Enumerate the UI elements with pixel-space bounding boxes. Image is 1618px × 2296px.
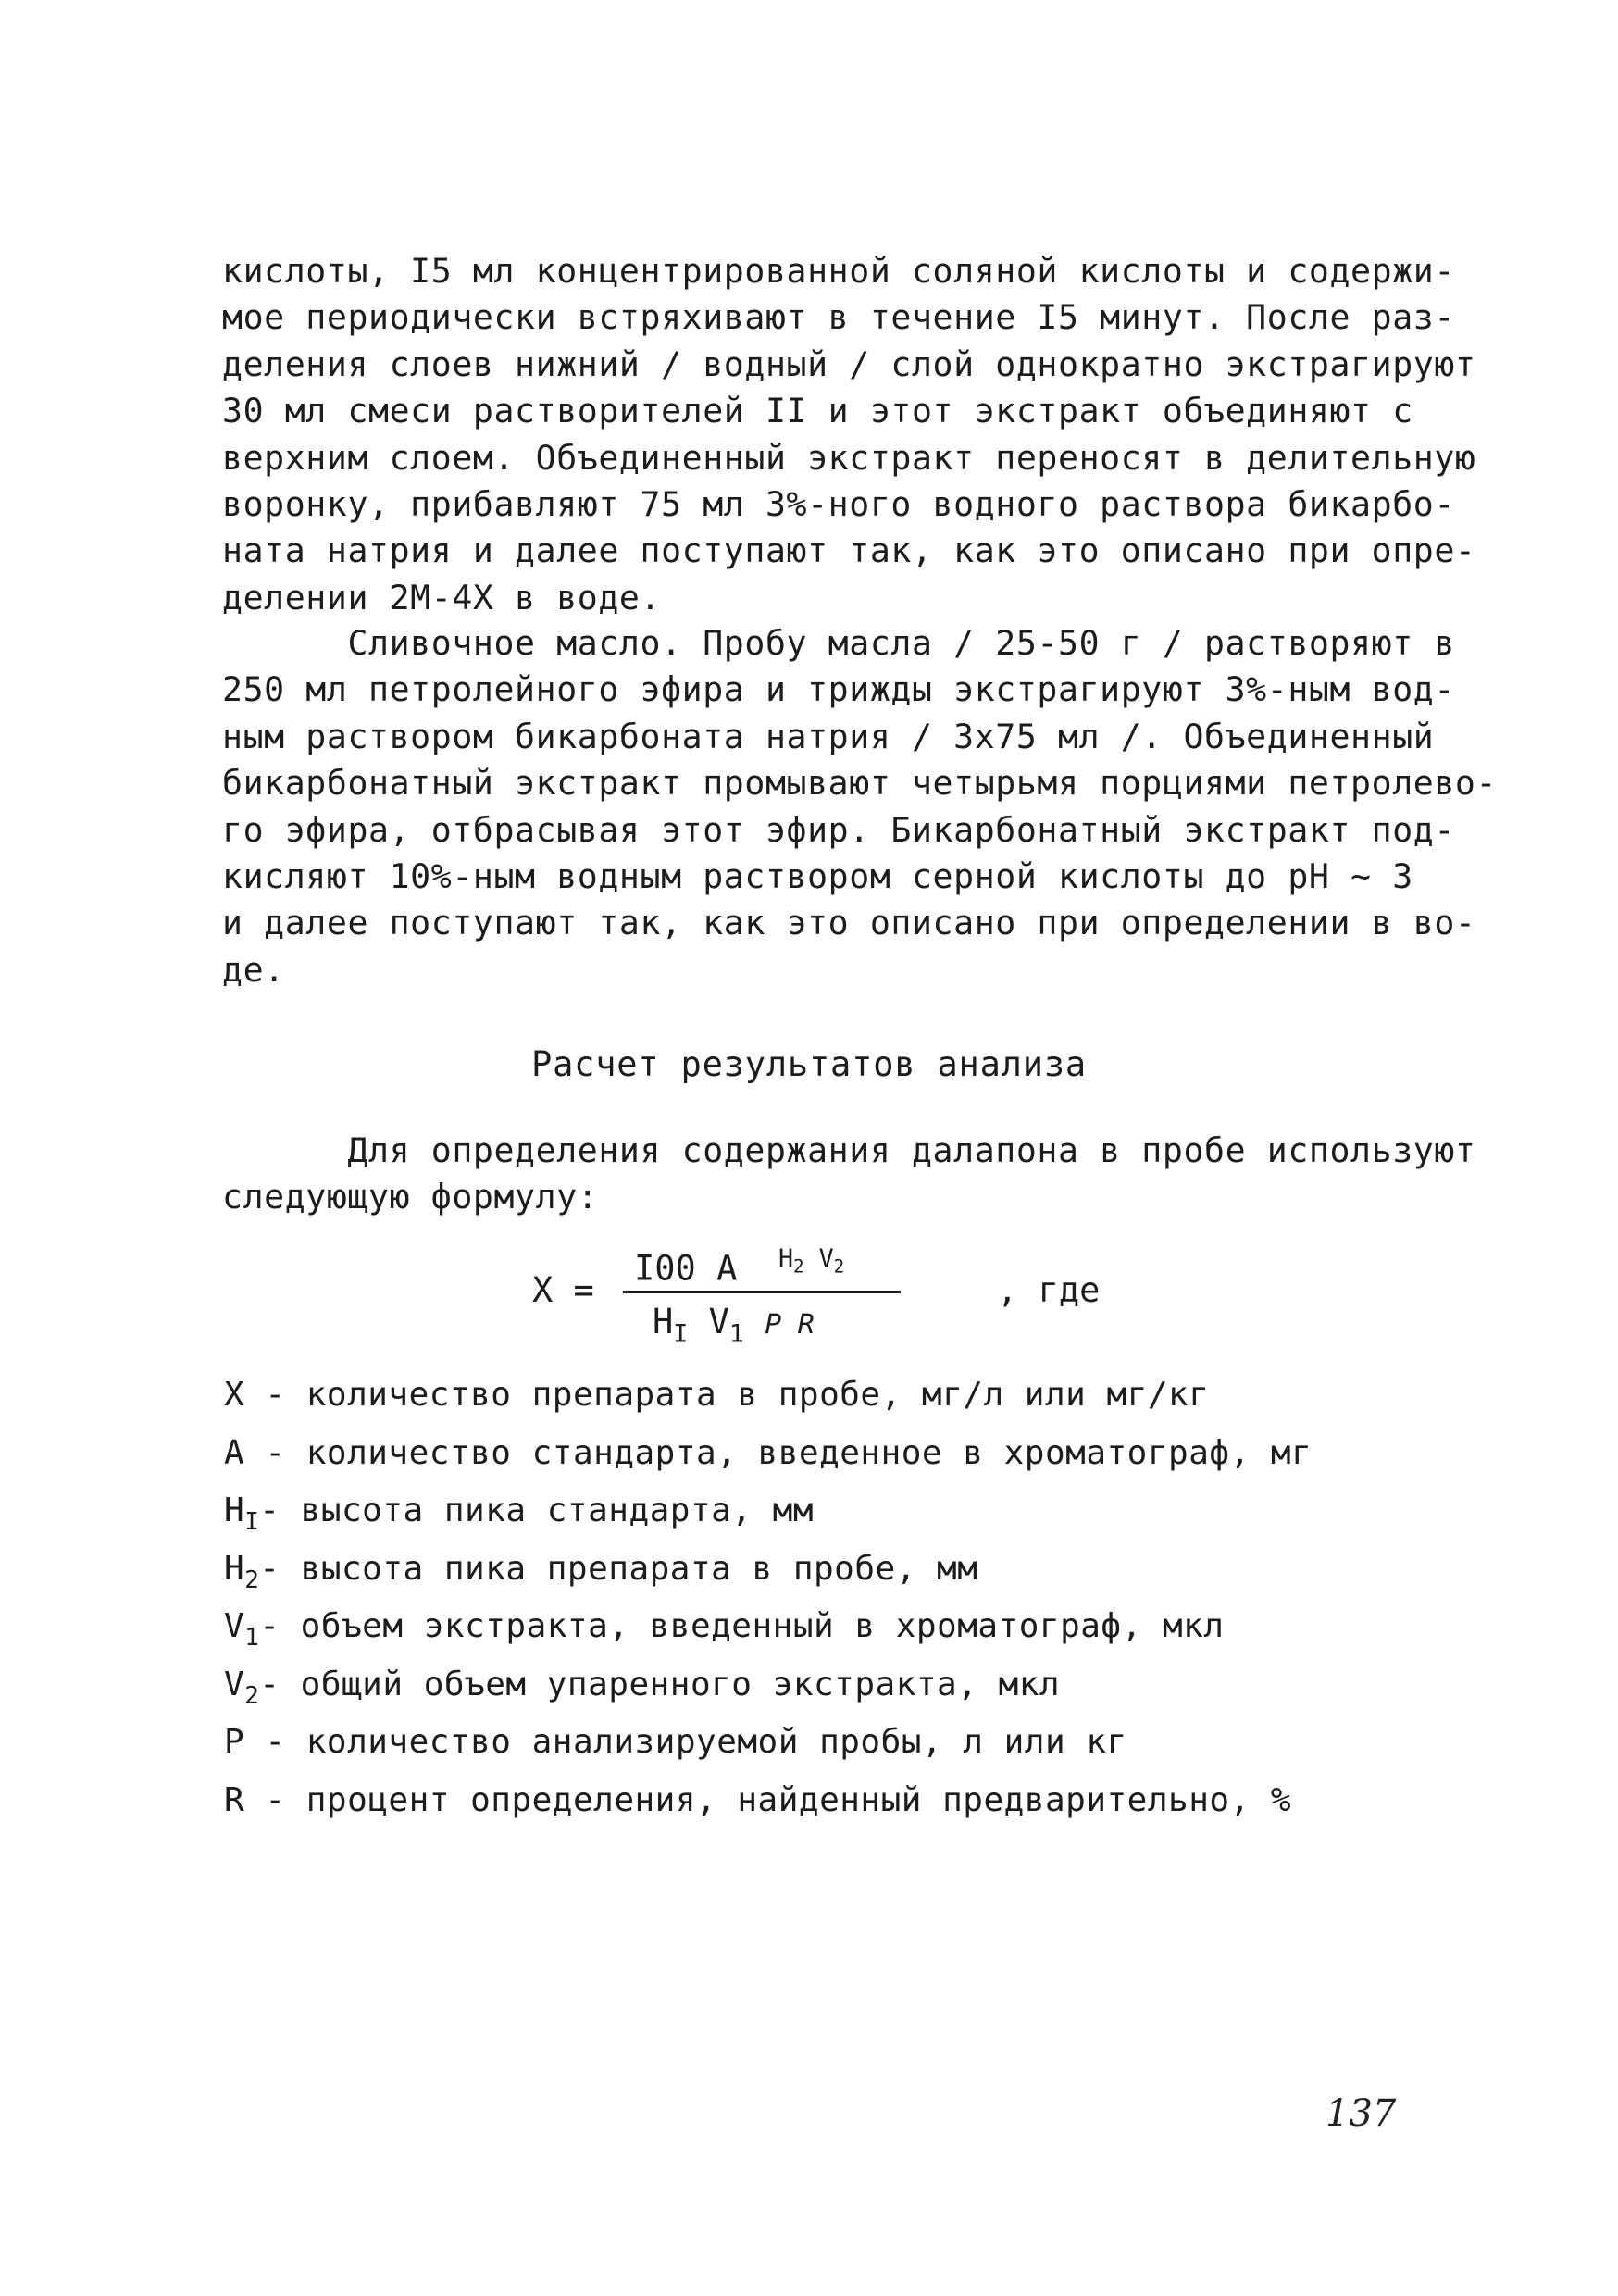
text-line: 30 мл смеси растворителей II и этот экстракт объединяют с [222,391,1413,431]
text-line: деления слоев нижний / водный / слой однократно экстрагируют [222,343,1476,384]
formula-denominator: $H_I$ $V_1$ P R [653,1302,815,1349]
definition-row: $V_2-$ общий объем упаренного экстракта, мкл [224,1665,1061,1710]
text-line: кисляют 10%-ным водным раствором серной кислоты до pH ~ 3 [222,856,1413,897]
fraction-bar [623,1291,901,1293]
text-line: Для определения содержания далапона в пробе используют [222,1130,1476,1170]
variable-definitions [224,1372,1312,1836]
definition-row: $H_2-$ высота пика препарата в пробе, мм [224,1549,978,1594]
text-line: ната натрия и далее поступают так, как это описано при опре- [222,530,1476,571]
text-line: и далее поступают так, как это описано при определении в во- [222,903,1476,943]
text-line: ным раствором бикарбоната натрия / 3х75 мл /. Объединенный [222,716,1435,756]
text-line: Сливочное масло. Пробу масла / 25-50 г / растворяют в [222,623,1455,663]
text-line: мое периодически встряхивают в течение I5 минут. После раз- [222,297,1455,338]
text-line: 250 мл петролейного эфира и трижды экстрагируют 3%-ным вод- [222,669,1455,710]
text-line: кислоты, I5 мл концентрированной соляной кислоты и содержи- [222,251,1455,291]
text-line: го эфира, отбрасывая этот эфир. Бикарбонатный экстракт под- [222,809,1455,850]
formula-where: , где [997,1270,1101,1310]
text-line: бикарбонатный экстракт промывают четырьмя порциями петролево- [222,763,1498,804]
definition-row: P - количество анализируемой пробы, л или кг [224,1723,1127,1762]
text-line: верхним слоем. Объединенный экстракт переносят в делительную [222,437,1476,478]
definition-row: $V_1-$ объем экстракта, введенный в хроматограф, мкл [224,1607,1225,1653]
text-line: следующую формулу: [222,1177,599,1217]
formula-lhs: X = [532,1270,594,1310]
definition-row: $H_I-$ высота пика стандарта, мм [224,1491,815,1537]
paragraph-formula-intro [222,1128,1476,1221]
numerator-coefficient: I00 A [634,1248,738,1289]
text-line: делении 2М-4Х в воде. [222,577,662,618]
formula-numerator [634,1244,844,1289]
text-line: де. [222,949,285,990]
paragraph-butter-procedure [222,620,1498,993]
paragraph-extraction-procedure [222,248,1476,621]
definition-row: X - количество препарата в пробе, мг/л или мг/кг [224,1376,1210,1414]
text-line: воронку, прибавляют 75 мл 3%-ного водного раствора бикарбо- [222,484,1455,525]
definition-row: R - процент определения, найденный предварительно, % [224,1780,1292,1819]
section-heading: Расчет результатов анализа [531,1044,1087,1084]
numerator-h2: H2 V2 [778,1244,845,1278]
page-number: 137 [1326,2092,1397,2135]
definition-row: A - количество стандарта, введенное в хроматограф, мг [224,1433,1313,1472]
